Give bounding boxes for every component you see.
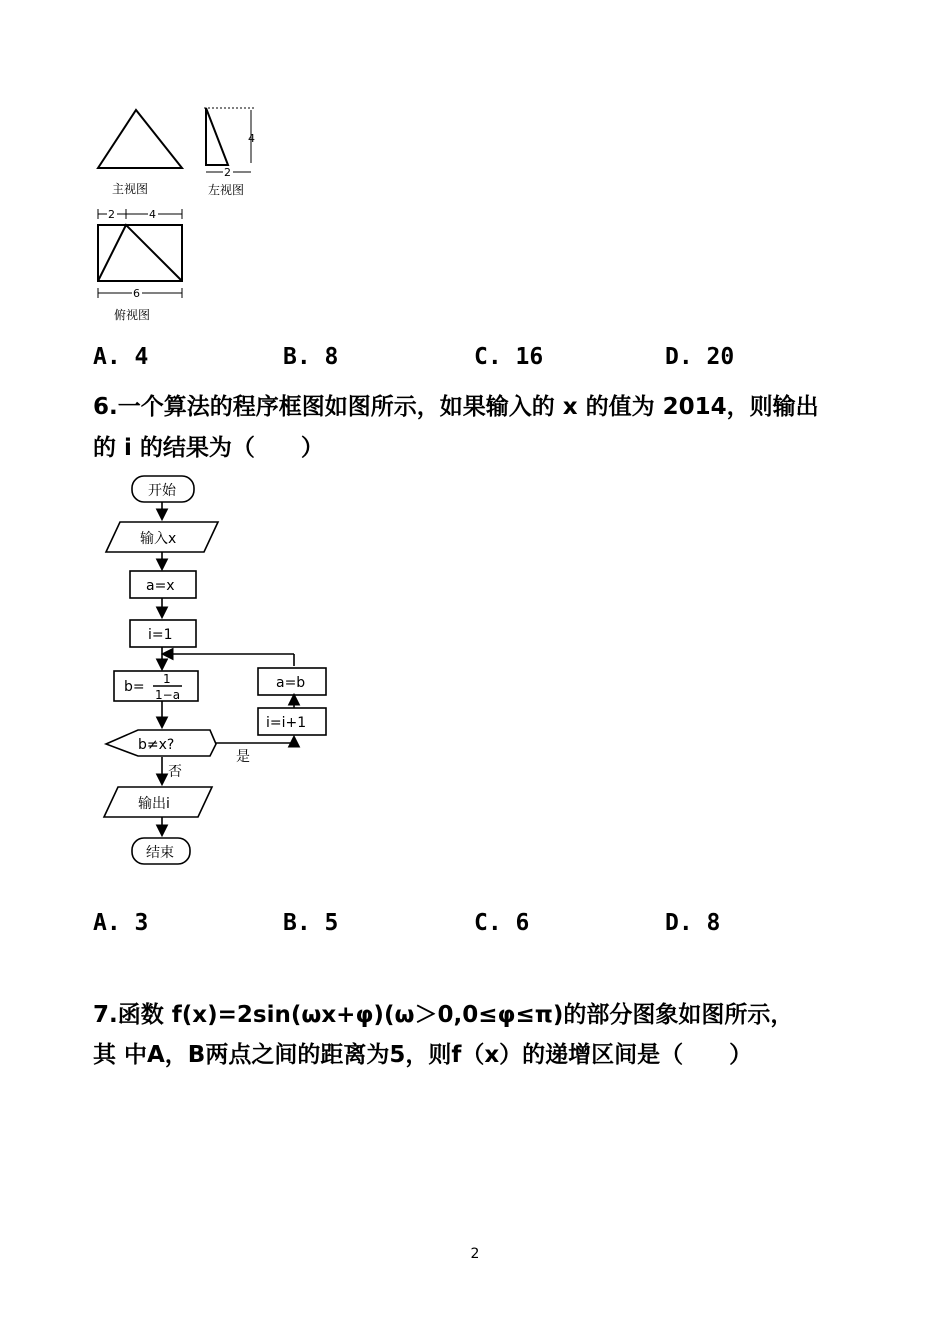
front-view-label: 主视图 (112, 182, 149, 196)
q5-option-d: D. 20 (665, 344, 735, 370)
flow-cond-text: b≠x? (138, 737, 175, 753)
side-view-triangle (206, 108, 228, 165)
top-view-seg1: 2 (108, 208, 115, 221)
front-view-triangle (98, 110, 182, 168)
flow-i-inc-text: i=i+1 (266, 715, 307, 731)
page-number: 2 (470, 1246, 480, 1262)
top-view-total: 6 (133, 287, 140, 300)
q7-line1: 7.函数 f(x)=2sin(ωx+φ)(ω＞0,0≤φ≤π)的部分图象如图所示， (93, 1002, 794, 1028)
top-view-label: 俯视图 (114, 308, 151, 322)
flow-start-text: 开始 (148, 483, 176, 499)
q5-option-c: C. 16 (474, 344, 544, 370)
flow-output-text: 输出i (138, 796, 170, 812)
q7-line2: 其 中A，B两点之间的距离为5，则f（x）的递增区间是（ ） (93, 1042, 753, 1068)
flow-a-eq-b-text: a=b (276, 675, 306, 691)
q6-option-b: B. 5 (283, 910, 339, 936)
flow-assign-i-text: i=1 (148, 627, 173, 643)
flow-assign-a-text: a=x (146, 578, 175, 594)
flow-input-text: 输入x (140, 531, 177, 547)
flow-no-label: 否 (168, 764, 182, 780)
flowchart (98, 470, 348, 870)
q6-option-c: C. 6 (474, 910, 530, 936)
top-view-rect (98, 225, 182, 281)
q6-line2: 的 i 的结果为（ ） (93, 435, 324, 461)
side-view-label: 左视图 (208, 183, 245, 197)
q5-option-a: A. 4 (93, 344, 149, 370)
q6-line1: 6.一个算法的程序框图如图所示，如果输入的 x 的值为 2014，则输出 (93, 394, 819, 420)
side-view-height: 4 (248, 132, 255, 145)
side-view-width: 2 (224, 166, 231, 179)
flow-b-prefix: b= (124, 679, 145, 695)
q6-option-a: A. 3 (93, 910, 149, 936)
flow-b-num: 1 (163, 672, 171, 686)
flow-yes-label: 是 (236, 749, 250, 765)
q6-option-d: D. 8 (665, 910, 721, 936)
three-view-figure (88, 100, 278, 330)
q5-option-b: B. 8 (283, 344, 339, 370)
flow-end-text: 结束 (146, 845, 174, 861)
top-view-seg2: 4 (149, 208, 156, 221)
flow-b-den: 1−a (155, 688, 181, 702)
